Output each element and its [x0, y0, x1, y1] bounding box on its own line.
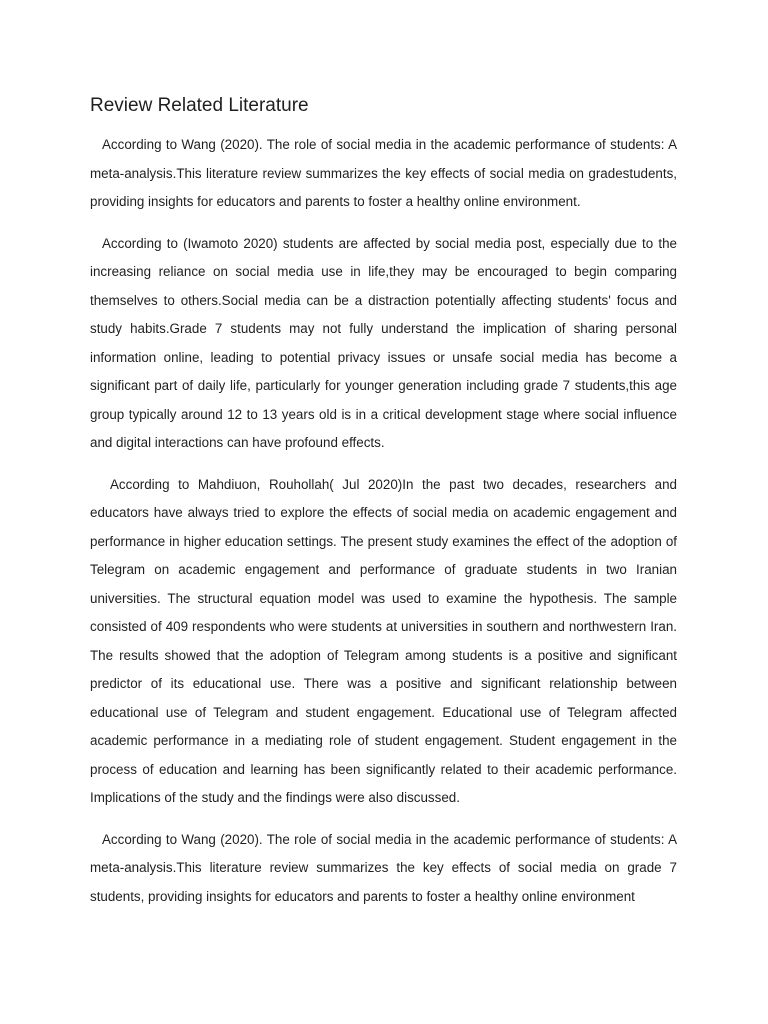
- page-title: Review Related Literature: [90, 95, 309, 116]
- paragraph-wang-2020-repeat: According to Wang (2020). The role of social media in the academic performance of students: A meta-analysis.This literature review summarizes the key effects of social media on grade 7 students, providing insights for educators and parents to foster a healthy online environment: [90, 831, 677, 904]
- document-body: [90, 131, 677, 924]
- paragraph-mahdiuon-2020: According to Mahdiuon, Rouhollah( Jul 2020)In the past two decades, researchers and educators have always tried to explore the effects of social media on academic engagement and performance in higher education settings. The present study examines the effect of the adoption of Telegram on academic engagement and performance of graduate students in two Iranian universities. The structural equation model was used to examine the hypothesis. The sample consisted of 409 respondents who were students at universities in southern and northwestern Iran. The results showed that the adoption of Telegram among students is a positive and significant predictor of its educational use. There was a positive and significant relationship between educational use of Telegram and student engagement. Educational use of Telegram affected academic performance in a mediating role of student engagement. Student engagement in the process of education and learning has been significantly related to their academic performance. Implications of the study and the findings were also discussed.: [90, 476, 677, 805]
- paragraph-iwamoto-2020: According to (Iwamoto 2020) students are affected by social media post, especially due to the increasing reliance on social media use in life,they may be encouraged to begin comparing themselves to others.Social media can be a distraction potentially affecting students' focus and study habits.Grade 7 students may not fully understand the implication of sharing personal information online, leading to potential privacy issues or unsafe social media has become a significant part of daily life, particularly for younger generation including grade 7 students,this age group typically around 12 to 13 years old is in a critical development stage where social influence and digital interactions can have profound effects.: [90, 235, 677, 450]
- paragraph-wang-2020: According to Wang (2020). The role of social media in the academic performance of students: A meta-analysis.This literature review summarizes the key effects of social media on gradestudents, providing insights for educators and parents to foster a healthy online environment.: [90, 137, 677, 209]
